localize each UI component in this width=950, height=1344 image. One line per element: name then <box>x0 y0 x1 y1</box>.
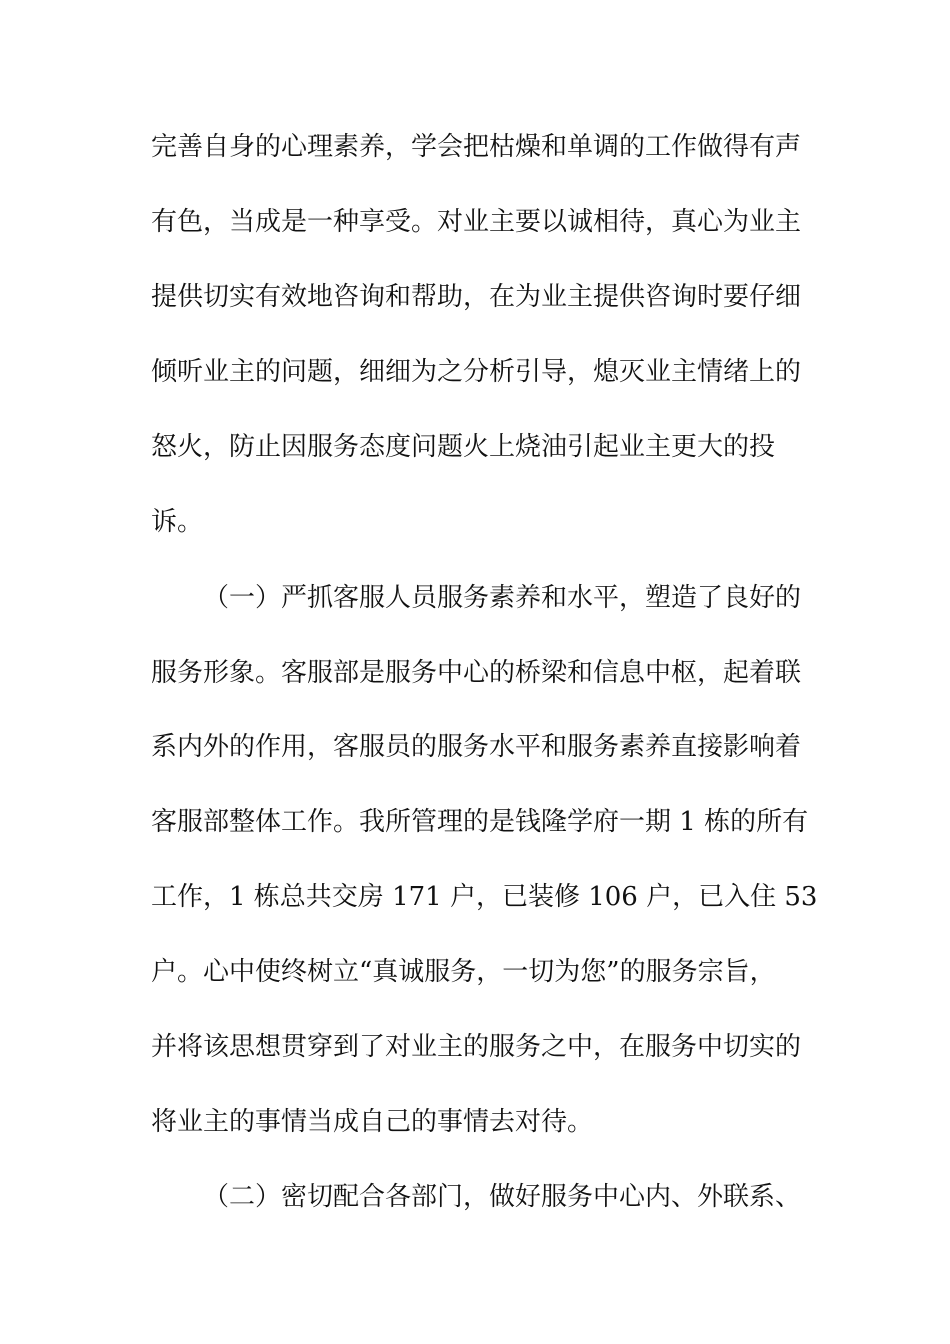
paragraph-line-13: 并将该思想贯穿到了对业主的服务之中，在服务中切实的 <box>151 1032 802 1062</box>
paragraph-line-8: 服务形象。客服部是服务中心的桥梁和信息中枢，起着联 <box>151 658 802 688</box>
paragraph-line-11: 工作，1 栋总共交房 171 户，已装修 106 户，已入住 53 <box>151 882 818 912</box>
paragraph-line-2: 有色，当成是一种享受。对业主要以诚相待，真心为业主 <box>151 207 802 237</box>
paragraph-line-14: 将业主的事情当成自己的事情去对待。 <box>151 1107 594 1137</box>
paragraph-line-9: 系内外的作用，客服员的服务水平和服务素养直接影响着 <box>151 732 802 762</box>
paragraph-line-3: 提供切实有效地咨询和帮助，在为业主提供咨询时要仔细 <box>151 282 802 312</box>
paragraph-line-6: 诉。 <box>151 507 204 537</box>
section-two-heading-line: （二）密切配合各部门，做好服务中心内、外联系、 <box>203 1182 802 1212</box>
paragraph-line-10: 客服部整体工作。我所管理的是钱隆学府一期 1 栋的所有 <box>151 807 809 837</box>
paragraph-line-12: 户。心中使终树立“真诚服务，一切为您”的服务宗旨， <box>151 957 776 987</box>
paragraph-line-5: 怒火，防止因服务态度问题火上烧油引起业主更大的投 <box>151 432 776 462</box>
paragraph-line-4: 倾听业主的问题，细细为之分析引导，熄灭业主情绪上的 <box>151 357 802 387</box>
section-one-heading-line: （一）严抓客服人员服务素养和水平，塑造了良好的 <box>203 583 802 613</box>
paragraph-line-1: 完善自身的心理素养，学会把枯燥和单调的工作做得有声 <box>151 132 802 162</box>
